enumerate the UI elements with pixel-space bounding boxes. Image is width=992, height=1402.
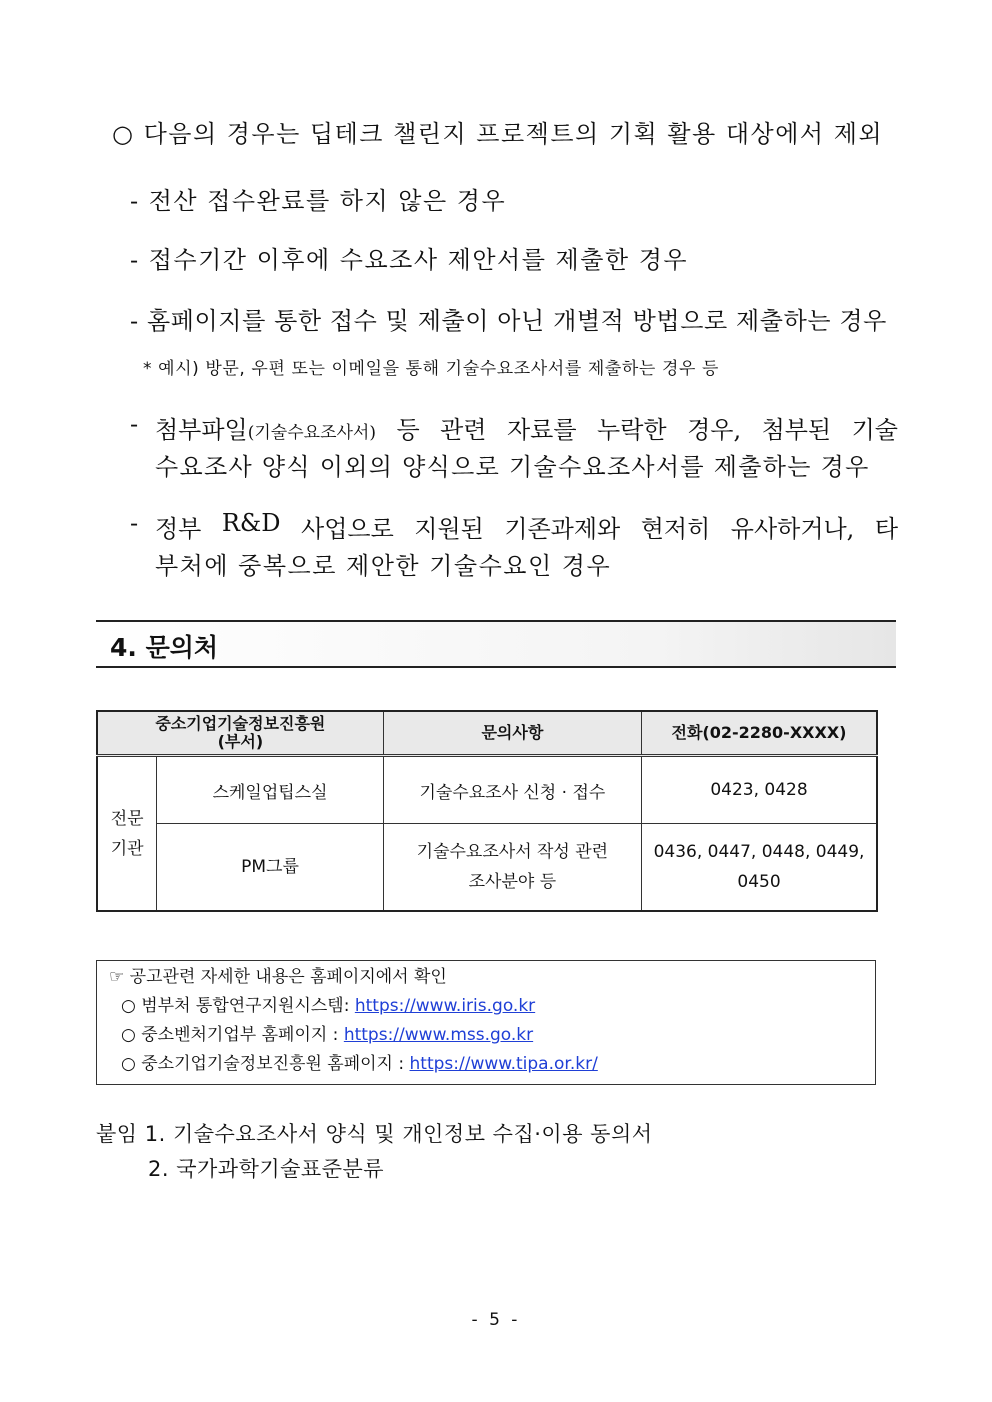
iris-link[interactable]: https://www.iris.go.kr <box>354 996 536 1016</box>
page-number: - 5 - <box>471 1310 521 1330</box>
attachment-line-1: 붙임 1. 기술수요조사서 양식 및 개인정보 수집·이용 동의서 <box>96 1122 653 1146</box>
exclusion-item-5-dash: - <box>130 509 139 537</box>
header-phone: 전화(02-2280-XXXX) <box>642 711 877 756</box>
exclusion-intro: ○ 다음의 경우는 딥테크 챌린지 프로젝트의 기획 활용 대상에서 제외 <box>112 120 884 148</box>
section-header <box>96 620 896 668</box>
exclusion-item-3: - 홈페이지를 통한 접수 및 제출이 아닌 개별적 방법으로 제출하는 경우 <box>130 307 887 335</box>
notice-link-item: ○ 중소기업기술정보진흥원 홈페이지 : https://www.tipa.or.kr/ <box>121 1054 598 1074</box>
notice-box <box>96 960 876 1085</box>
notice-link-item: ○ 범부처 통합연구지원시스템: https://www.iris.go.kr <box>121 996 536 1016</box>
phone-cell: 0423, 0428 <box>642 756 877 824</box>
table-header-row <box>97 711 877 756</box>
inquiry-cell: 기술수요조사 신청 · 접수 <box>383 756 641 824</box>
phone-cell: 0436, 0447, 0448, 0449, 0450 <box>642 824 877 912</box>
word: 첨부된 <box>761 416 832 444</box>
word: 등 <box>396 416 420 444</box>
word: 타 <box>874 515 898 543</box>
attachment-line-2: 2. 국가과학기술표준분류 <box>148 1157 385 1181</box>
exclusion-item-3-note: * 예시) 방문, 우편 또는 이메일을 통해 기술수요조사서를 제출하는 경우 등 <box>143 359 720 379</box>
exclusion-item-4-line2: 수요조사 양식 이외의 양식으로 기술수요조사서를 제출하는 경우 <box>155 453 870 481</box>
exclusion-item-5-line2: 부처에 중복으로 제안한 기술수요인 경우 <box>155 552 612 580</box>
word: 관련 <box>440 416 487 444</box>
word: 첨부파일(기술수요조사서) <box>155 416 376 444</box>
word: 자료를 <box>506 416 577 444</box>
word: 현저히 <box>640 515 711 543</box>
word: 경우, <box>687 416 742 444</box>
inquiry-cell: 기술수요조사서 작성 관련 조사분야 등 <box>383 824 641 912</box>
word: 유사하거나, <box>730 515 855 543</box>
word: 기술 <box>851 416 898 444</box>
tipa-link[interactable]: https://www.tipa.or.kr/ <box>409 1054 598 1074</box>
word: 정부 <box>155 515 202 543</box>
contact-table <box>96 710 878 912</box>
exclusion-item-4-dash: - <box>130 410 139 438</box>
exclusion-item-4-line1 <box>155 410 898 445</box>
table-row <box>97 824 877 912</box>
notice-link-item: ○ 중소벤처기업부 홈페이지 : https://www.mss.go.kr <box>121 1025 534 1045</box>
word: R&D <box>221 509 281 537</box>
dept-cell: 스케일업팁스실 <box>157 756 383 824</box>
exclusion-item-1: - 전산 접수완료를 하지 않은 경우 <box>130 187 507 215</box>
word: 사업으로 <box>301 515 394 543</box>
word: 지원된 <box>414 515 484 543</box>
dept-cell: PM그룹 <box>157 824 383 912</box>
table-row <box>97 756 877 824</box>
word: 기존과제와 <box>504 515 621 543</box>
header-dept: 중소기업기술정보진흥원 (부서) <box>97 711 383 756</box>
word: 누락한 <box>597 416 667 444</box>
exclusion-item-5-line1 <box>155 509 898 544</box>
mss-link[interactable]: https://www.mss.go.kr <box>343 1025 534 1045</box>
notice-title: ☞ 공고관련 자세한 내용은 홈페이지에서 확인 <box>109 967 447 987</box>
group-label: 전문 기관 <box>97 756 157 912</box>
section-title: 4. 문의처 <box>110 633 219 662</box>
header-inquiry: 문의사항 <box>383 711 641 756</box>
exclusion-item-2: - 접수기간 이후에 수요조사 제안서를 제출한 경우 <box>130 246 689 274</box>
